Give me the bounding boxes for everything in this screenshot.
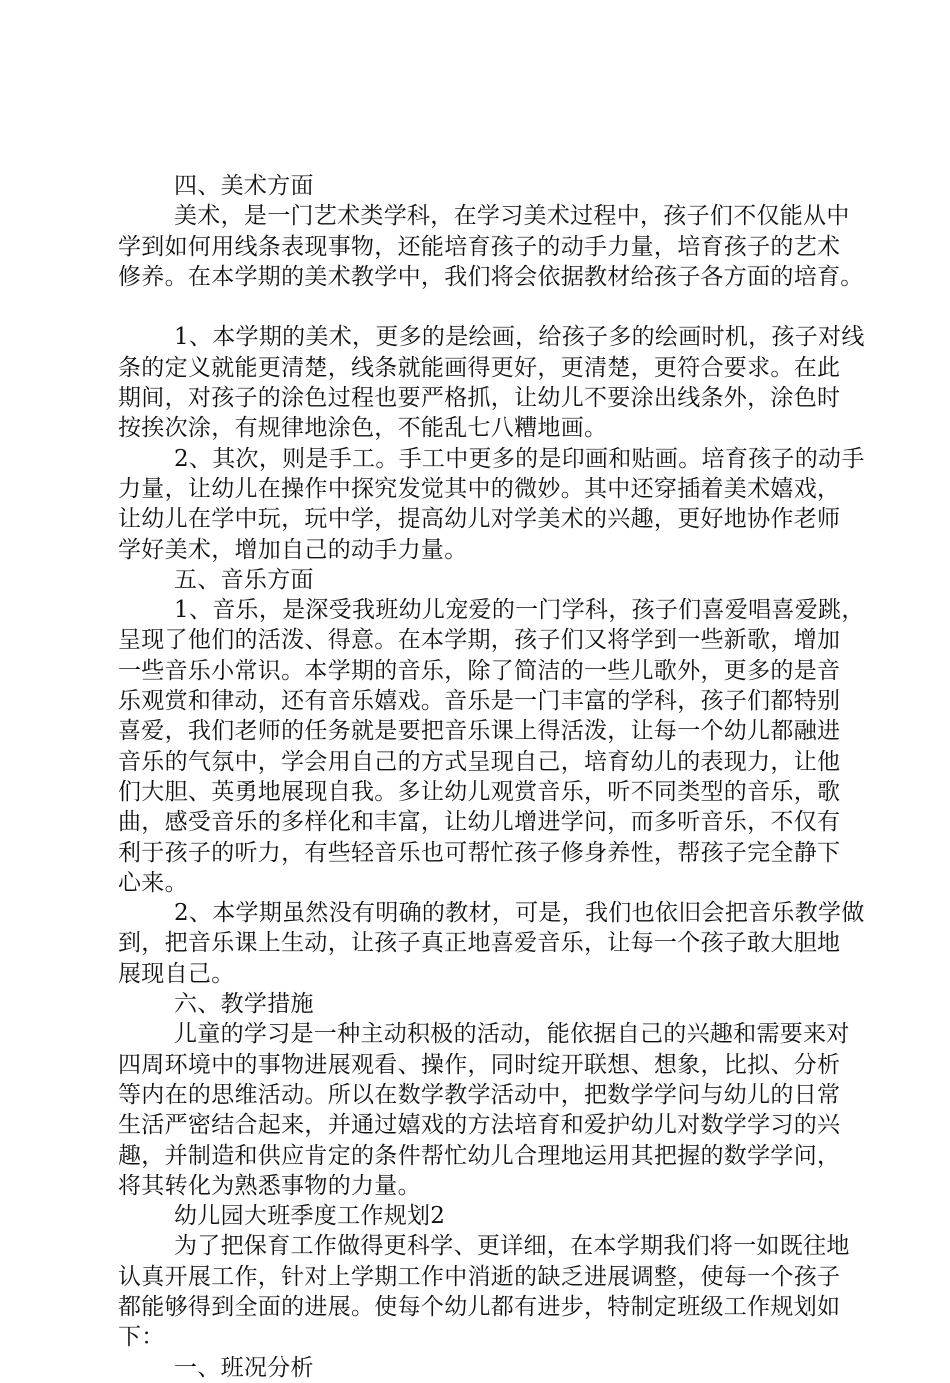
text-line: 们大胆、英勇地展现自我。多让幼儿观赏音乐，听不同类型的音乐，歌: [118, 778, 841, 805]
text-line: 认真开展工作，针对上学期工作中消逝的缺乏进展调整，使每一个孩子: [118, 1263, 841, 1290]
text-line: 五、音乐方面: [174, 566, 314, 593]
text-line: 乐观赏和律动，还有音乐嬉戏。音乐是一门丰富的学科，孩子们都特别: [118, 688, 841, 715]
blank-line: [118, 292, 838, 322]
text-line: 为了把保育工作做得更科学、更详细，在本学期我们将一如既往地: [174, 1233, 850, 1260]
text-line: 学好美术，增加自己的动手力量。: [118, 536, 468, 563]
text-line: 2、其次，则是手工。手工中更多的是印画和贴画。培育孩子的动手: [174, 445, 865, 472]
text-line: 四、美术方面: [174, 173, 314, 199]
text-line: 六、教学措施: [174, 991, 314, 1018]
text-line: 四周环境中的事物进展观看、操作，同时绽开联想、想象，比拟、分析: [118, 1051, 841, 1078]
text-line: 1、音乐，是深受我班幼儿宠爱的一门学科，孩子们喜爱唱喜爱跳，: [174, 597, 865, 624]
text-line: 按挨次涂，有规律地涂色，不能乱七八糟地画。: [118, 415, 608, 442]
text-line: 生活严密结合起来，并通过嬉戏的方法培育和爱护幼儿对数学学习的兴: [118, 1112, 841, 1139]
text-line: 修养。在本学期的美术教学中，我们将会依据教材给孩子各方面的培育。: [118, 263, 864, 290]
text-line: 学到如何用线条表现事物，还能培育孩子的动手力量，培育孩子的艺术: [118, 233, 841, 260]
text-line: 心来。: [118, 869, 188, 896]
text-line: 幼儿园大班季度工作规划2: [174, 1203, 446, 1230]
text-line: 1、本学期的美术，更多的是绘画，给孩子多的绘画时机，孩子对线: [174, 324, 865, 351]
text-line: 呈现了他们的活泼、得意。在本学期，孩子们又将学到一些新歌，增加: [118, 627, 841, 654]
text-line: 将其转化为熟悉事物的力量。: [118, 1172, 421, 1199]
text-line: 让幼儿在学中玩，玩中学，提高幼儿对学美术的兴趣，更好地协作老师: [118, 506, 841, 533]
text-line: 下：: [118, 1324, 165, 1351]
text-line: 到，把音乐课上生动，让孩子真正地喜爱音乐，让每一个孩子敢大胆地: [118, 930, 841, 957]
text-line: 喜爱，我们老师的任务就是要把音乐课上得活泼，让每一个幼儿都融进: [118, 718, 841, 745]
text-line: 展现自己。: [118, 960, 235, 987]
text-line: 都能够得到全面的进展。使每个幼儿都有进步，特制定班级工作规划如: [118, 1293, 841, 1320]
text-line: 美术，是一门艺术类学科，在学习美术过程中，孩子们不仅能从中: [174, 203, 850, 230]
text-line: 趣，并制造和供应肯定的条件帮忙幼儿合理地运用其把握的数学学问，: [118, 1142, 841, 1169]
text-line: 期间，对孩子的涂色过程也要严格抓，让幼儿不要涂出线条外，涂色时: [118, 385, 841, 412]
text-line: 一些音乐小常识。本学期的音乐，除了简洁的一些儿歌外，更多的是音: [118, 657, 841, 684]
document-body: [118, 171, 865, 1383]
text-line: 儿童的学习是一种主动积极的活动，能依据自己的兴趣和需要来对: [174, 1021, 850, 1048]
text-line: 音乐的气氛中，学会用自己的方式呈现自己，培育幼儿的表现力，让他: [118, 748, 841, 775]
text-line: 等内在的思维活动。所以在数学教学活动中，把数学学问与幼儿的日常: [118, 1081, 841, 1108]
text-line: 曲，感受音乐的多样化和丰富，让幼儿增进学问，而多听音乐，不仅有: [118, 809, 841, 836]
text-line: 力量，让幼儿在操作中探究发觉其中的微妙。其中还穿插着美术嬉戏，: [118, 475, 841, 502]
text-line: 2、本学期虽然没有明确的教材，可是，我们也依旧会把音乐教学做: [174, 900, 865, 927]
text-line: 利于孩子的听力，有些轻音乐也可帮忙孩子修身养性，帮孩子完全静下: [118, 839, 841, 866]
text-line: 条的定义就能更清楚，线条就能画得更好，更清楚，更符合要求。在此: [118, 354, 841, 381]
text-line: 一、班况分析: [174, 1354, 314, 1381]
